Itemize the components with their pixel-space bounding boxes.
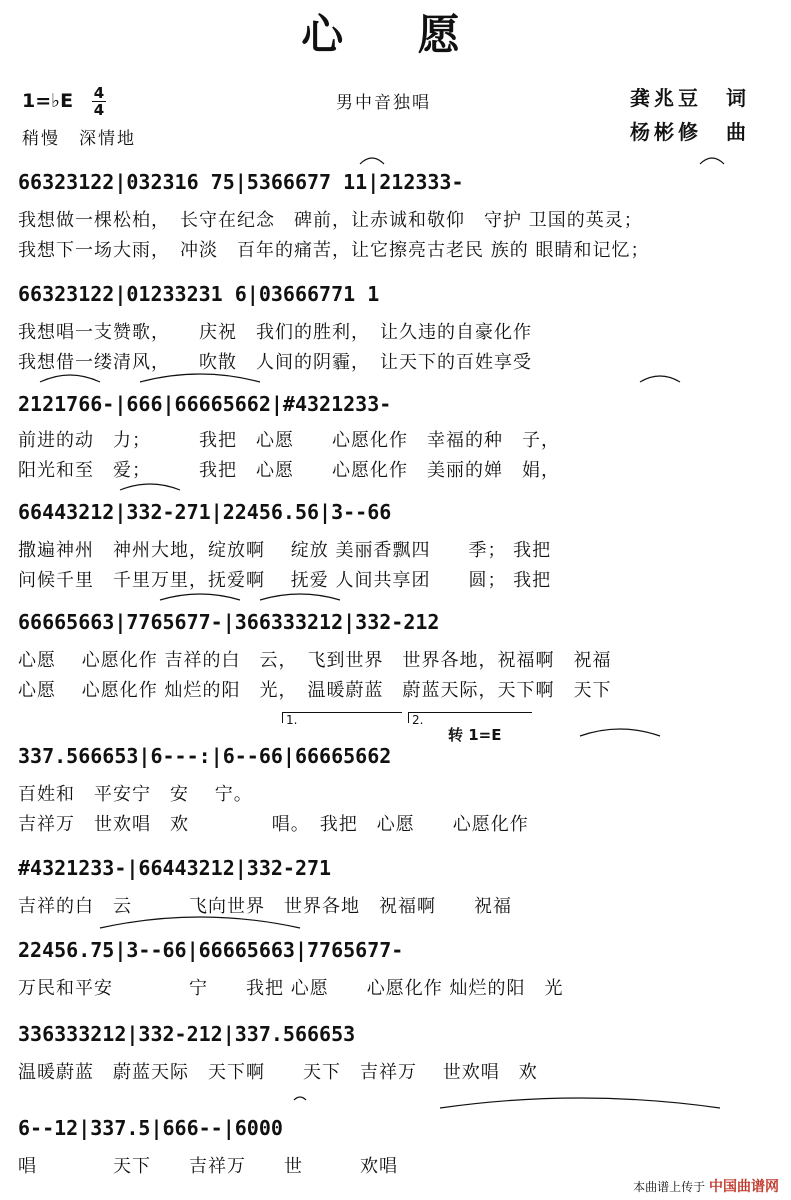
lyric-line: 前进的动 力； 我把 心愿 心愿化作 幸福的种 子， — [18, 430, 560, 451]
notation-line: 2121766-|666|66665662|#4321233- — [18, 392, 392, 416]
lyric-line: 万民和平安 宁 我把 心愿 心愿化作 灿烂的阳 光 — [18, 978, 564, 999]
lyric-line: 吉祥万 世欢唱 欢 唱。 我把 心愿 心愿化作 — [18, 814, 529, 835]
volta-first-ending: 1. — [282, 712, 402, 723]
tempo-marking: 稍慢 深情地 — [22, 129, 136, 149]
notation-line: 22456.75|3--66|66665663|7765677- — [18, 938, 404, 962]
footer-attribution — [633, 1176, 779, 1196]
lyric-line: 心愿 心愿化作 吉祥的白 云， 飞到世界 世界各地，祝福啊 祝福 — [18, 650, 612, 671]
song-title: 心 愿 — [301, 10, 490, 59]
notation-line: 66323122|01233231 6|03666771 1 — [18, 282, 380, 306]
volta-second-ending: 2. — [408, 712, 532, 723]
lyric-line: 我想做一棵松柏， 长守在纪念 碑前，让赤诚和敬仰 守护 卫国的英灵； — [18, 210, 643, 231]
lyric-line: 温暖蔚蓝 蔚蓝天际 天下啊 天下 吉祥万 世欢唱 欢 — [18, 1062, 538, 1083]
footer-text: 本曲谱上传于 — [633, 1180, 706, 1194]
voice-type: 男中音独唱 — [336, 93, 431, 113]
lyric-line: 心愿 心愿化作 灿烂的阳 光， 温暖蔚蓝 蔚蓝天际，天下啊 天下 — [18, 680, 612, 701]
lyric-line: 唱 天下 吉祥万 世 欢唱 — [18, 1156, 398, 1177]
notation-line: 66443212|332-271|22456.56|3--66 — [18, 500, 392, 524]
notation-line: 66665663|7765677-|366333212|332-212 — [18, 610, 440, 634]
site-logo: 中国曲谱网 — [709, 1179, 779, 1195]
lyricist-credit: 龚兆豆 词 — [630, 86, 750, 110]
notation-line: 6--12|337.5|666--|6000 — [18, 1116, 283, 1140]
lyric-line: 问候千里 千里万里，抚爱啊 抚爱 人间共享团 圆； 我把 — [18, 570, 552, 591]
time-signature-top: 4 — [93, 84, 105, 102]
lyric-line: 撒遍神州 神州大地，绽放啊 绽放 美丽香飘四 季； 我把 — [18, 540, 552, 561]
notation-line: 337.566653|6---:|6--66|66665662 — [18, 744, 392, 768]
composer-credit: 杨彬修 曲 — [630, 120, 750, 144]
lyric-line: 我想借一缕清风， 吹散 人间的阴霾， 让天下的百姓享受 — [18, 352, 532, 373]
lyric-line: 百姓和 平安宁 安 宁。 — [18, 784, 253, 805]
lyric-line: 吉祥的白 云 飞向世界 世界各地 祝福啊 祝福 — [18, 896, 512, 917]
lyric-line: 阳光和至 爱； 我把 心愿 心愿化作 美丽的婵 娟， — [18, 460, 560, 481]
lyric-line: 我想下一场大雨， 冲淡 百年的痛苦，让它擦亮古老民 族的 眼睛和记忆； — [18, 240, 650, 261]
key-signature: 1=♭E — [22, 90, 74, 112]
time-signature-bottom: 4 — [93, 101, 105, 119]
lyric-line: 我想唱一支赞歌， 庆祝 我们的胜利， 让久违的自豪化作 — [18, 322, 532, 343]
notation-line: 66323122|032316 75|5366677 11|212333- — [18, 170, 464, 194]
notation-line: 336333212|332-212|337.566653 — [18, 1022, 356, 1046]
modulation-marking: 转 1=E — [448, 726, 502, 744]
notation-line: #4321233-|66443212|332-271 — [18, 856, 332, 880]
